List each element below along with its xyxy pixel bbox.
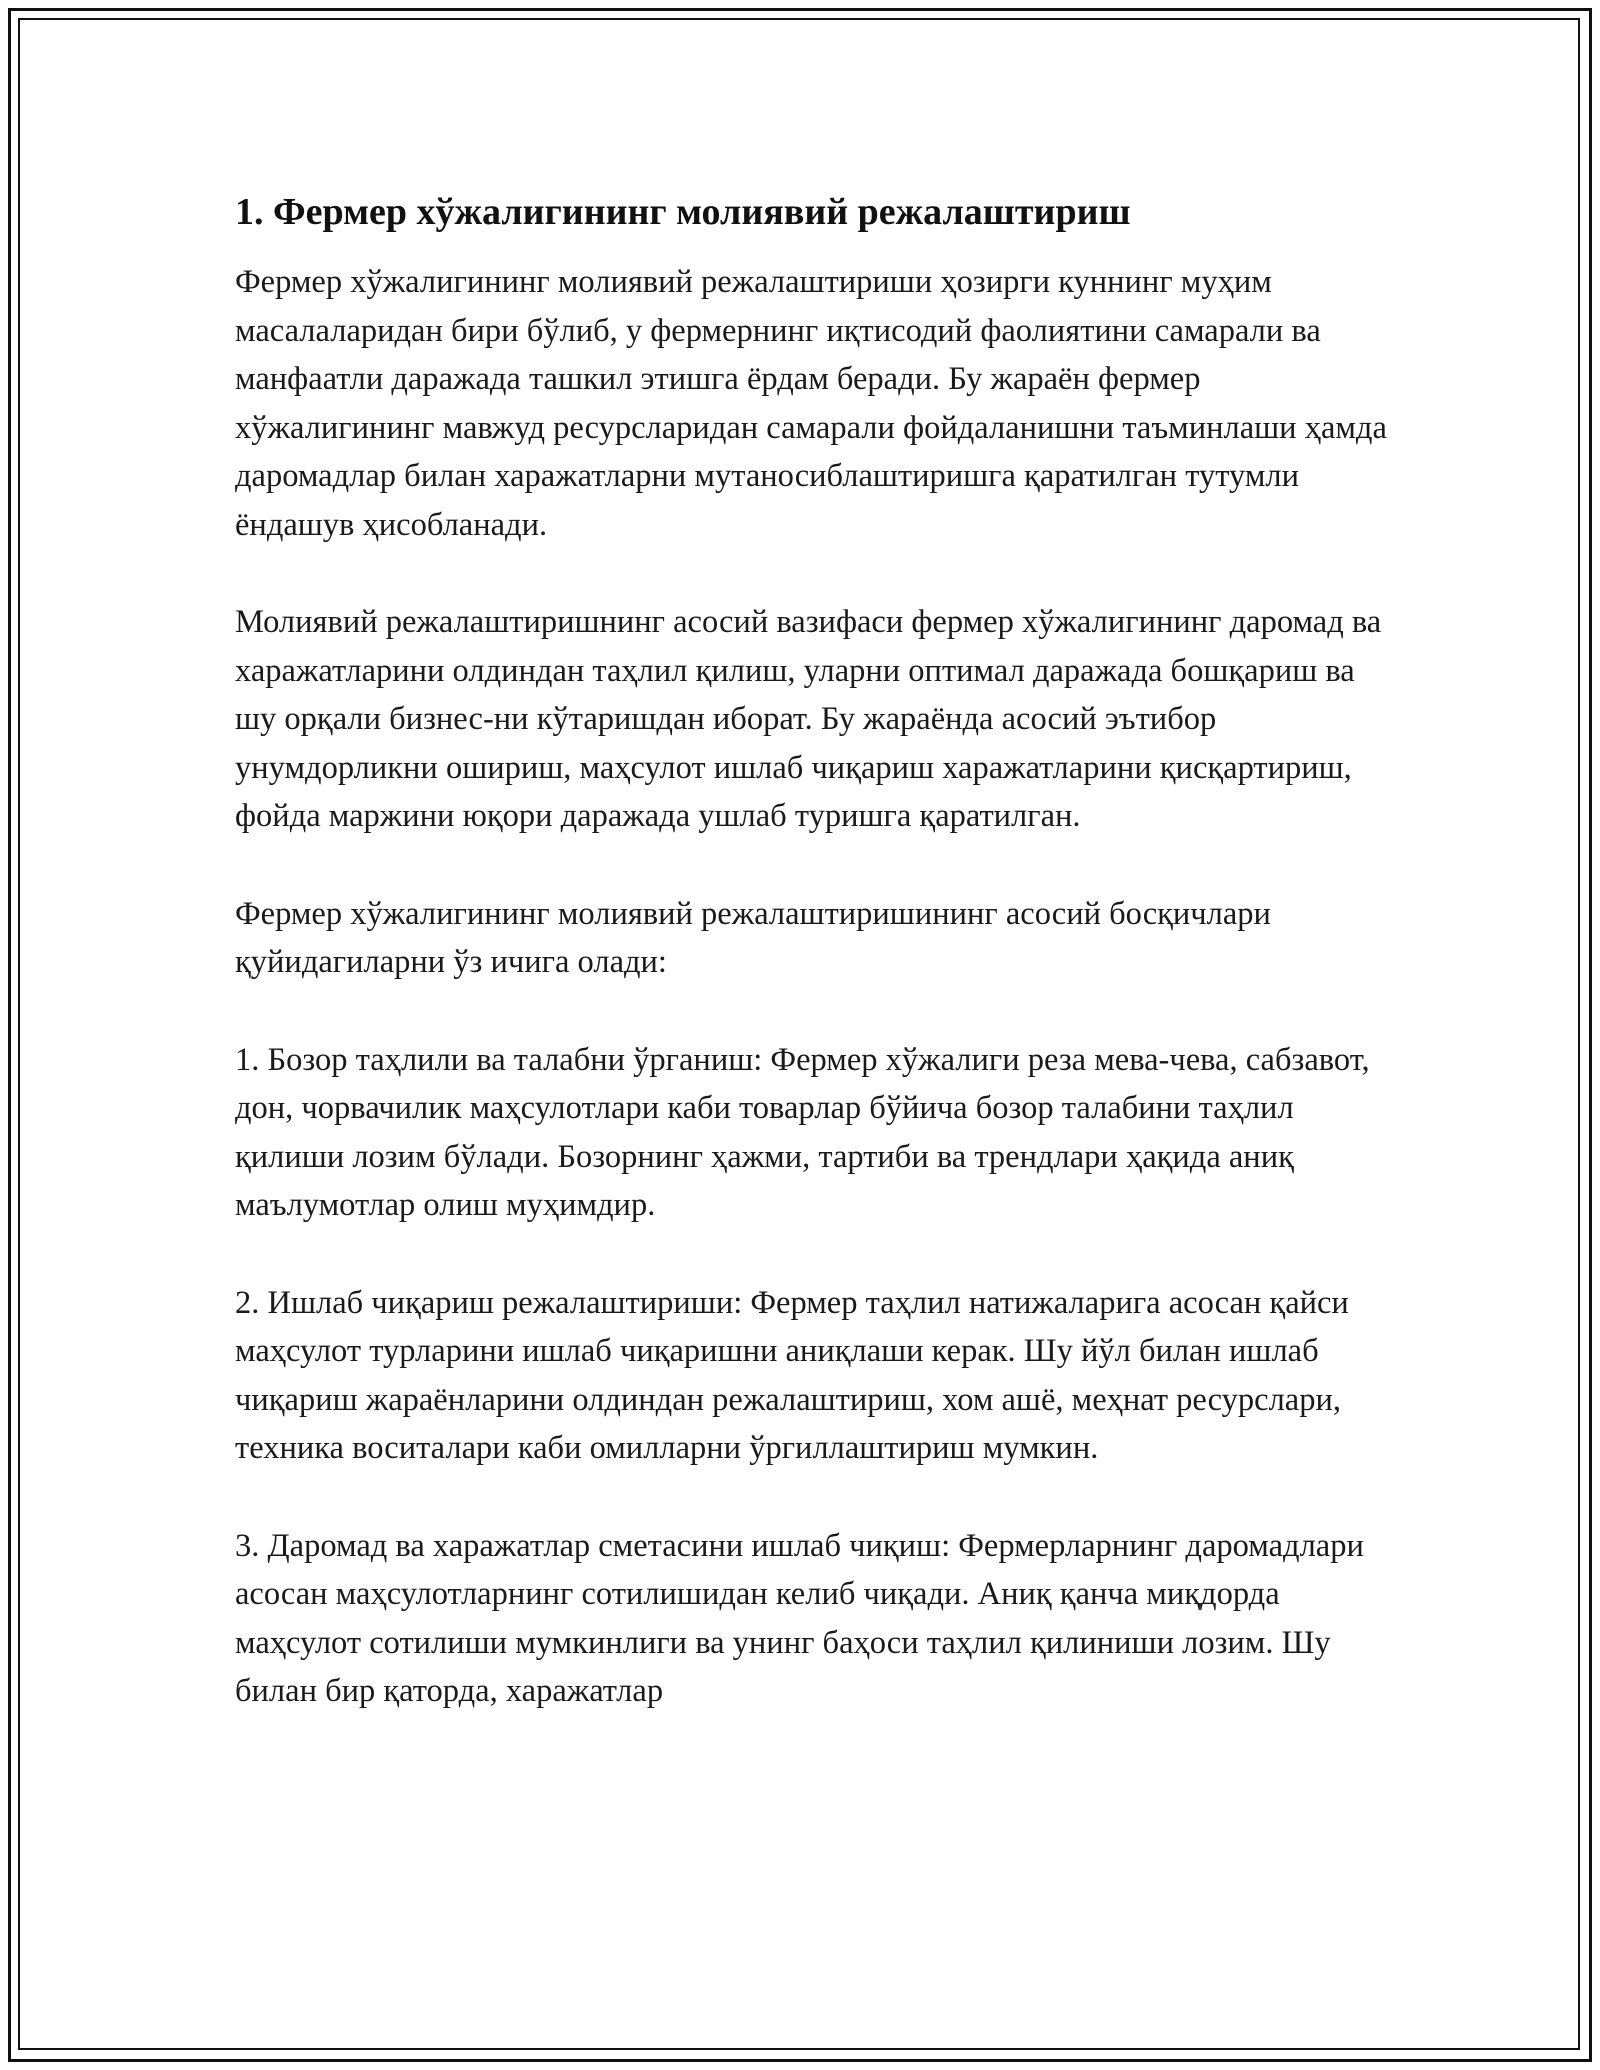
paragraph-main-task: Молиявий режалаштиришнинг асосий вазифаси фермер хўжалигининг даромад ва харажатларини олдиндан таҳлил қилиш, уларни оптимал даражада бошқариш ва шу орқали бизнес-ни кўтаришдан иборат. Бу жараёнда асосий эътибор унумдорликни ошириш, маҳсулот ишлаб чиқариш харажатларини қисқартириш, фойда маржини юқори даражада ушлаб туришга қаратилган. (235, 604, 1382, 834)
paragraph-stages-intro: Фермер хўжалигининг молиявий режалаштиришининг асосий босқичлари қуйидагиларни ўз ичига олади: (235, 895, 1271, 980)
paragraph-stage-2: 2. Ишлаб чиқариш режалаштириши: Фермер таҳлил натижаларига асосан қайси маҳсулот турларини ишлаб чиқаришни аниқлаши керак. Шу йўл билан ишлаб чиқариш жараёнларини олдиндан режалаштириш, хом ашё, меҳнат ресурслари, техника воситалари каби омилларни ўргиллаштириш мумкин. (235, 1284, 1349, 1466)
paragraph-intro: Фермер хўжалигининг молиявий режалаштириши ҳозирги куннинг муҳим масалаларидан бири бўлиб, у фермернинг иқтисодий фаолиятини самарали ва манфаатли даражада ташкил этишга ёрдам беради. Бу жараён фермер хўжалигининг мавжуд ресурсларидан самарали фойдаланишни таъминлаши ҳамда даромадлар билан харажатларни мутаносиблаштиришга қаратилган тутумли ёндашув ҳисобланади. (235, 264, 1387, 543)
section-heading: 1. Фермер хўжалигининг молиявий режалаштириш (235, 191, 1131, 233)
paragraph-stage-1: 1. Бозор таҳлили ва талабни ўрганиш: Фермер хўжалиги реза мева-чева, сабзавот, дон, чорвачилик маҳсулотлари каби товарлар бўйича бозор талабини таҳлил қилиши лозим бўлади. Бозорнинг ҳажми, тартиби ва трендлари ҳақида аниқ маълумотлар олиш муҳимдир. (235, 1041, 1370, 1223)
document-page (235, 188, 1395, 1765)
paragraph-stage-3: 3. Даромад ва харажатлар сметасини ишлаб чиқиш: Фермерларнинг даромадлари асосан маҳсулотларнинг сотилишидан келиб чиқади. Аниқ қанча миқдорда маҳсулот сотилиши мумкинлиги ва унинг баҳоси таҳлил қилиниши лозим. Шу билан бир қаторда, харажатлар (235, 1527, 1364, 1709)
